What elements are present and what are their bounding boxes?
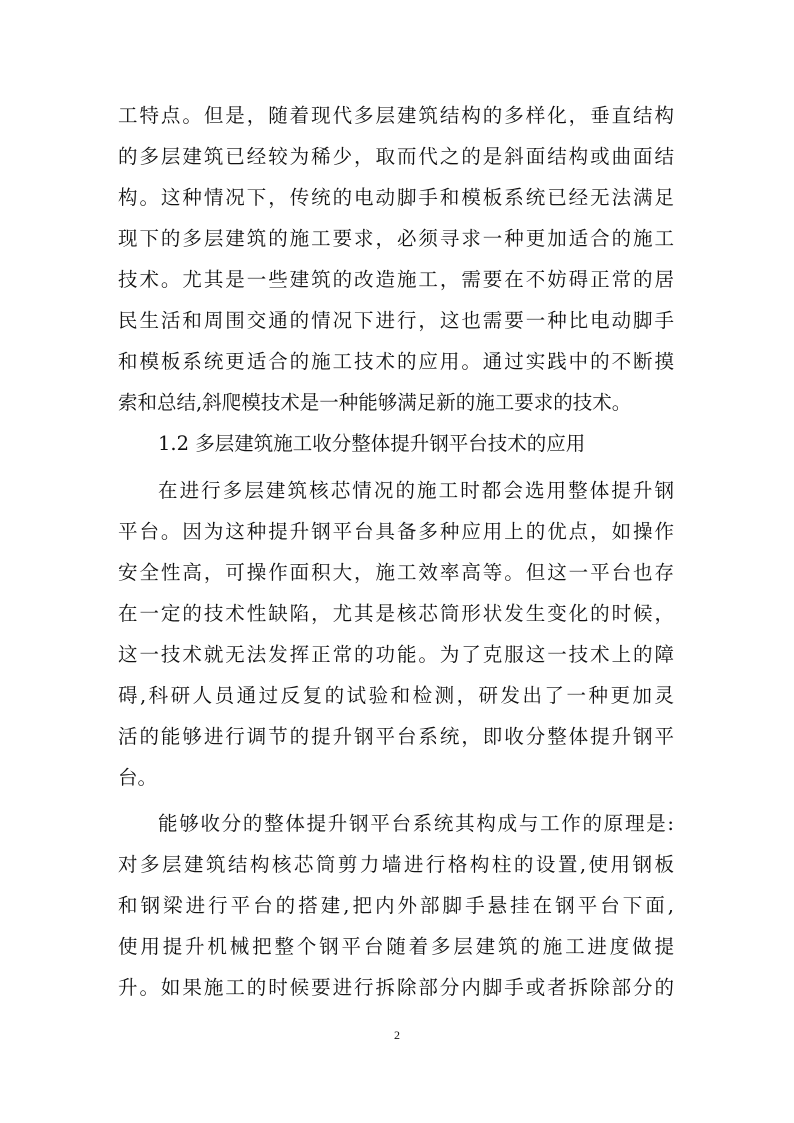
text-line: 使用提升机械把整个钢平台随着多层建筑的施工进度做提 bbox=[118, 935, 674, 958]
text-line: 现下的多层建筑的施工要求，必须寻求一种更加适合的施工 bbox=[118, 227, 674, 250]
text-line: 索和总结,斜爬模技术是一种能够满足新的施工要求的技术。 bbox=[118, 391, 632, 414]
text-line: 对多层建筑结构核芯筒剪力墙进行格构柱的设置,使用钢板 bbox=[118, 853, 674, 876]
text-line: 构。这种情况下，传统的电动脚手和模板系统已经无法满足 bbox=[118, 186, 674, 209]
page-number: 2 bbox=[394, 1028, 400, 1042]
text-line: 这一技术就无法发挥正常的功能。为了克服这一技术上的障 bbox=[118, 643, 674, 666]
text-line: 安全性高，可操作面积大，施工效率高等。但这一平台也存 bbox=[118, 561, 674, 584]
text-line: 和模板系统更适合的施工技术的应用。通过实践中的不断摸 bbox=[118, 350, 674, 373]
text-line: 民生活和周围交通的情况下进行，这也需要一种比电动脚手 bbox=[118, 309, 674, 332]
text-line: 能够收分的整体提升钢平台系统其构成与工作的原理是: bbox=[158, 812, 674, 835]
text-line: 工特点。但是，随着现代多层建筑结构的多样化，垂直结构 bbox=[118, 104, 674, 127]
section-heading: 1.2 多层建筑施工收分整体提升钢平台技术的应用 bbox=[158, 432, 586, 455]
text-line: 技术。尤其是一些建筑的改造施工，需要在不妨碍正常的居 bbox=[118, 268, 674, 291]
text-line: 活的能够进行调节的提升钢平台系统，即收分整体提升钢平 bbox=[118, 725, 674, 748]
text-line: 平台。因为这种提升钢平台具备多种应用上的优点，如操作 bbox=[118, 520, 674, 543]
text-line: 的多层建筑已经较为稀少，取而代之的是斜面结构或曲面结 bbox=[118, 145, 674, 168]
text-line: 和钢梁进行平台的搭建,把内外部脚手悬挂在钢平台下面, bbox=[118, 894, 674, 917]
text-line: 台。 bbox=[118, 766, 158, 789]
text-line: 在一定的技术性缺陷，尤其是核芯筒形状发生变化的时候， bbox=[118, 602, 674, 625]
text-line: 升。如果施工的时候要进行拆除部分内脚手或者拆除部分的 bbox=[118, 976, 674, 999]
text-line: 在进行多层建筑核芯情况的施工时都会选用整体提升钢 bbox=[158, 479, 674, 502]
text-line: 碍,科研人员通过反复的试验和检测，研发出了一种更加灵 bbox=[118, 684, 674, 707]
